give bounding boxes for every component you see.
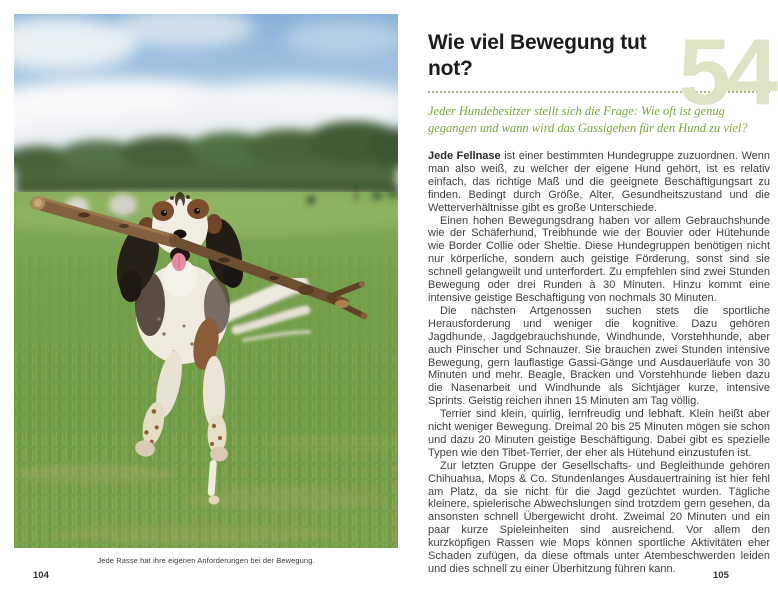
body-text: [428, 150, 770, 576]
paragraph-4: Terrier sind klein, quirlig, lernfreudig und lebhaft. Klein heißt aber nicht weniger Bewegung. Dreimal 20 bis 25 Minuten mögen sie schon und dazu 20 Minuten geistige Beschäftigung. Dabei gibt es spezielle Typen wie den Tibet-Terrier, der eher als Hütehund einzustufen ist.: [428, 408, 770, 459]
chapter-title: Wie viel Bewegung tut not?: [428, 31, 647, 80]
left-page-number: 104: [33, 570, 49, 581]
paragraph-5: Zur letzten Gruppe der Gesellschafts- und Begleithunde gehören Chihuahua, Mops & Co. Stundenlanges Ausdauertraining ist hier fehl am Platz, da sie nicht für die Jagd gezüchtet wurden. Tägliche kleinere, spielerische Abwechslungen sind trotzdem gern gesehen, da ansonsten schnell Übergewicht droht. Zweimal 20 Minuten und ein paar kurze Spieleinheiten sind ausreichend. Vor allem den kurzköpfigen Rassen wie Mops können sportliche Aktivitäten eher Schaden zufügen, da diese oftmals unter Atembeschwerden leiden und dies schnell zu einer Überhitzung führen kann.: [428, 459, 770, 575]
paragraph-3: Die nächsten Artgenossen suchen stets die sportliche Herausforderung und weniger die kognitive. Dazu gehören Jagdhunde, Jagdgebrauchshunde, Windhunde, Vorstehhunde, aber auch Pinscher und Schnauzer. Sie brauchen zwei Stunden intensive Bewegung, gern lauflastige Gassi-Gänge und Ausdauerläufe von 30 Minuten und mehr. Beagle, Bracken und Vorstehhunde lieben dazu die Nasenarbeit und Windhunde als Sichtjäger kurze, intensive Sprints. Geistig reichen ihnen 15 Minuten am Tag völlig.: [428, 304, 770, 408]
paragraph-2: Einen hohen Bewegungsdrang haben vor allem Gebrauchshunde wie der Schäferhund, Treibhunde wie der Bouvier oder Hütehunde wie Border Collie oder Sheltie. Diese Hundegruppen benötigen nicht nur körperliche, sondern auch geistige Förderung, sonst sind sie schnell gelangweilt und unterfordert. Zu empfehlen sind zwei Stunden Bewegung oder drei Runden à 30 Minuten. Hinzu kommt eine intensive geistige Beschäftigung von nochmals 30 Minuten.: [428, 214, 770, 304]
right-page: [428, 14, 773, 576]
paragraph-1-text: ist einer bestimmten Hundegruppe zuzuordnen. Wenn man also weiß, zu welcher der eigene Hund gehört, ist es relativ einfach, das richtige Maß und die geeignete Beschäftigungsart zu finden. Bedingt durch Größe, Alter, Gesundheitszustand und die Wetterverhältnisse gibt es große Unterschiede.: [428, 150, 770, 214]
paragraph-lead: Jede Fellnase: [428, 150, 501, 162]
right-page-number: 105: [713, 570, 729, 581]
chapter-intro: Jeder Hundebesitzer stellt sich die Frage: Wie oft ist genug gegangen und wann wird das Gassigehen für den Hund zu viel?: [428, 104, 748, 135]
dog-photo-illustration: [14, 14, 398, 548]
chapter-number: 54: [678, 19, 773, 124]
photo-caption: Jede Rasse hat ihre eigenen Anforderungen bei der Bewegung.: [97, 556, 315, 565]
dog-photo: [14, 14, 398, 548]
paragraph-1: [428, 150, 770, 215]
